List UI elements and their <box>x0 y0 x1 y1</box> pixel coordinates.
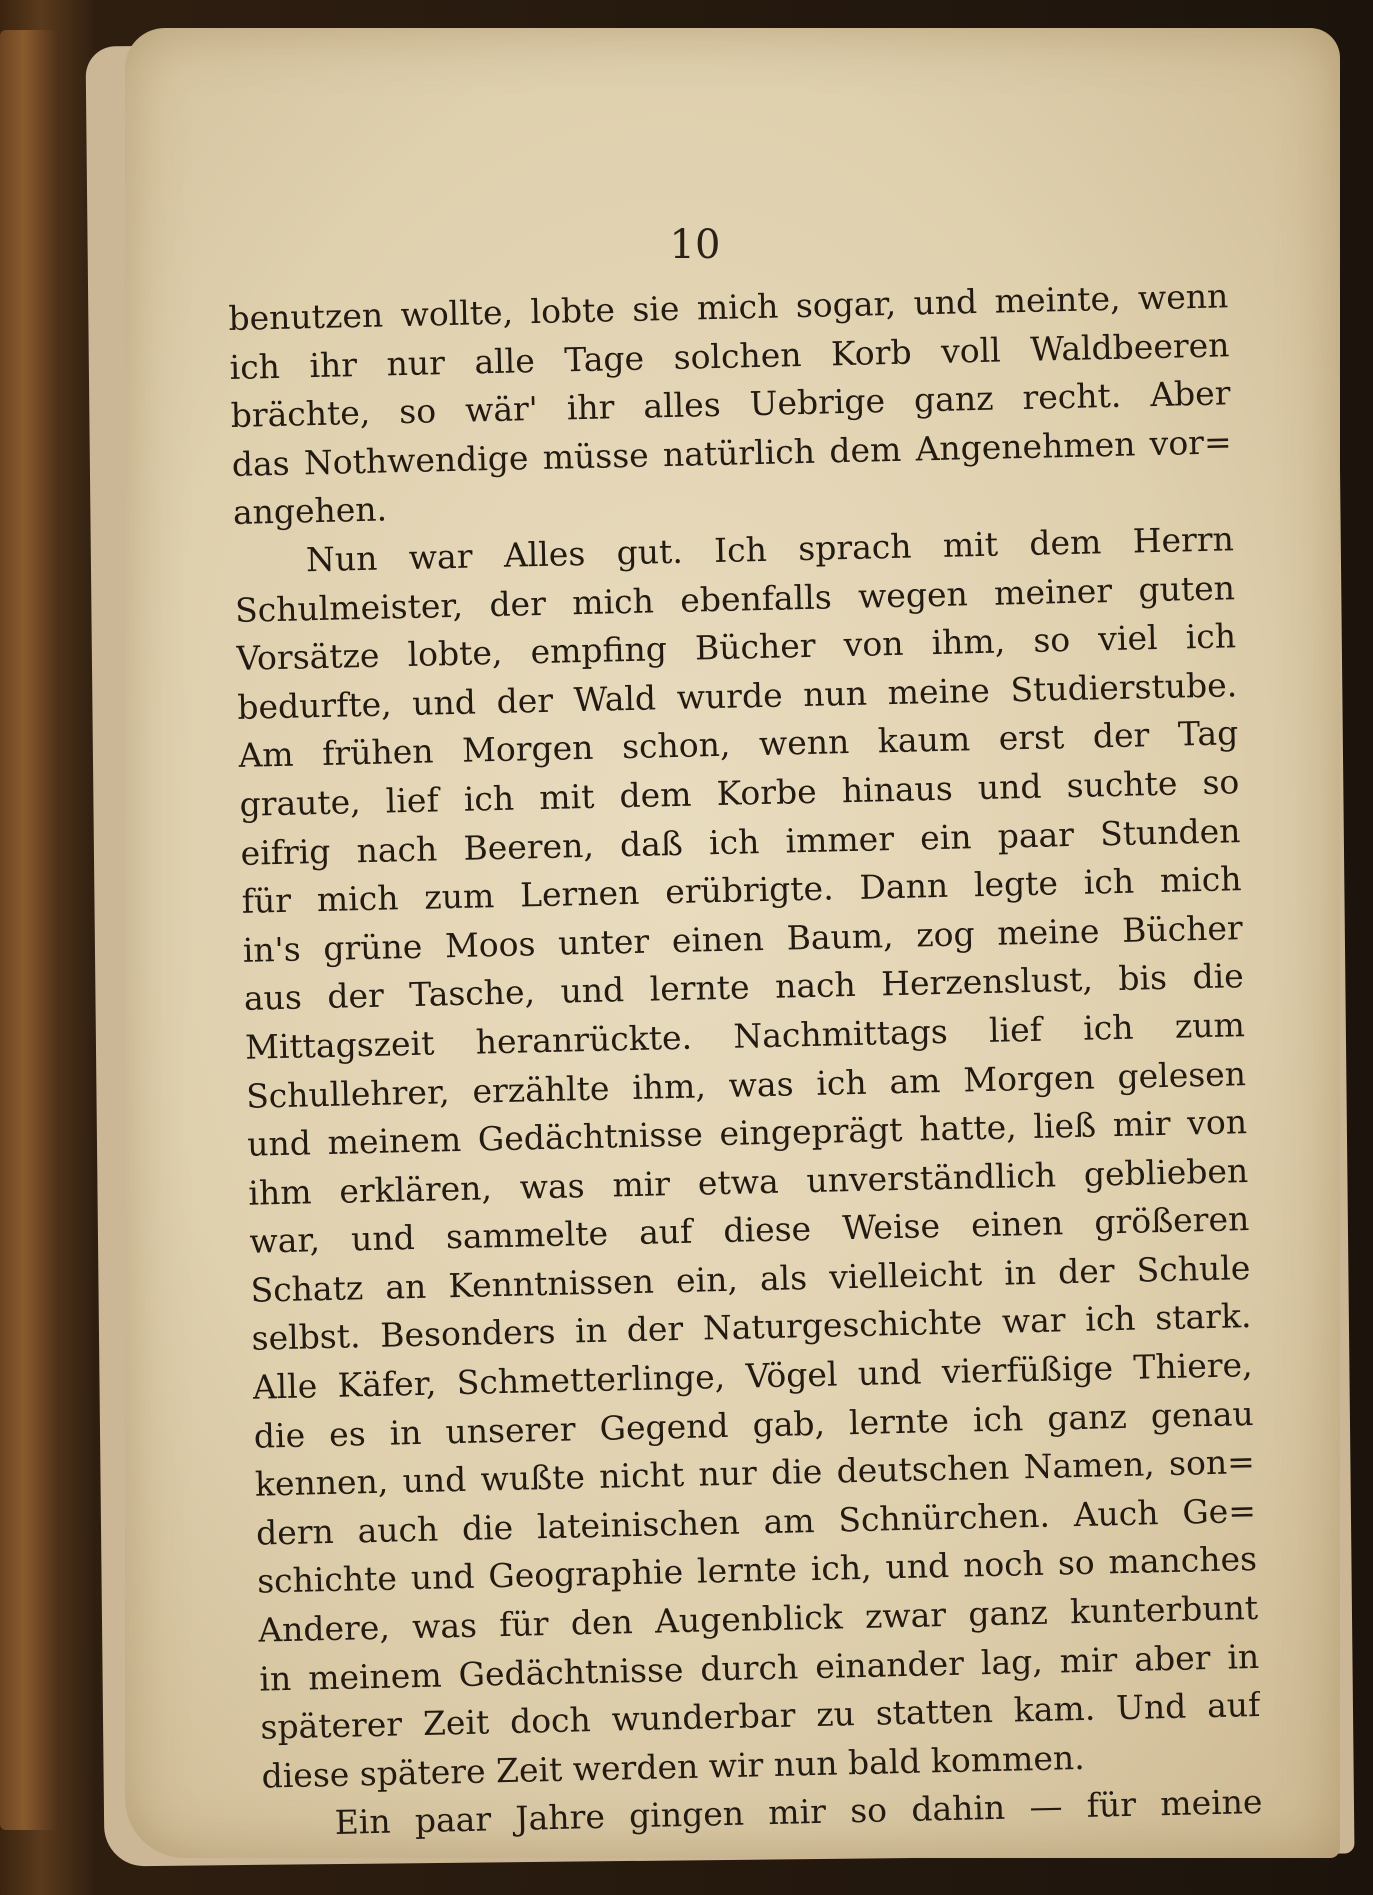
page-number: 10 <box>669 222 721 268</box>
text-line: Mittagszeit heranrückte. Nachmittags lief ich zum <box>244 1005 1246 1067</box>
body-text <box>228 272 1263 1849</box>
text-line: war, und sammelte auf diese Weise einen größeren <box>249 1199 1250 1262</box>
text-line: ich ihr nur alle Tage solchen Korb voll Waldbeeren <box>229 324 1230 387</box>
text-line: aus der Tasche, und lernte nach Herzenslust, bis die <box>243 956 1245 1019</box>
text-line: selbst. Besonders in der Naturgeschichte war ich stark. <box>251 1296 1252 1359</box>
text-line: Andere, was für den Augenblick zwar ganz kunterbunt <box>257 1588 1259 1650</box>
text-line: Vorsätze lobte, empfing Bücher von ihm, so viel ich <box>235 616 1237 679</box>
text-line: dern auch die lateinischen am Schnürchen. Auch Ge= <box>255 1490 1257 1553</box>
text-line: in meinem Gedächtnisse durch einander lag, mir aber in <box>258 1636 1260 1699</box>
text-line: Ein paar Jahre gingen mir so dahin — für meine <box>334 1782 1263 1843</box>
text-line: späterer Zeit doch wunderbar zu statten kam. Und auf <box>260 1685 1261 1747</box>
book-spine <box>0 30 60 1830</box>
text-line: brächte, so wär' ihr alles Uebrige ganz recht. Aber <box>230 373 1231 436</box>
text-line: Schullehrer, erzählte ihm, was ich am Morgen gelesen <box>245 1053 1247 1116</box>
text-line: bedurfte, und der Wald wurde nun meine Studierstube. <box>236 664 1238 727</box>
text-line: eifrig nach Beeren, daß ich immer ein paar Stunden <box>240 810 1241 873</box>
text-line: und meinem Gedächtnisse eingeprägt hatte, ließ mir von <box>246 1102 1248 1164</box>
text-line: schichte und Geographie lernte ich, und noch so manches <box>256 1539 1258 1602</box>
text-line: diese spätere Zeit werden wir nun bald kommen. <box>261 1737 1086 1796</box>
text-line: für mich zum Lernen erübrigte. Dann legte ich mich <box>241 859 1242 921</box>
text-line: das Nothwendige müsse natürlich dem Angenehmen vor= <box>231 422 1233 484</box>
text-line: graute, lief ich mit dem Korbe hinaus und suchte so <box>239 762 1240 824</box>
text-line: Am frühen Morgen schon, wenn kaum erst der Tag <box>238 713 1239 776</box>
text-line: Schatz an Kenntnissen ein, als vielleicht in der Schule <box>250 1247 1251 1310</box>
text-line: die es in unserer Gegend gab, lernte ich ganz genau <box>253 1393 1255 1456</box>
text-line: Nun war Alles gut. Ich sprach mit dem Herrn <box>305 519 1235 580</box>
text-line: Schulmeister, der mich ebenfalls wegen meiner guten <box>234 567 1236 630</box>
text-line: benutzen wollte, lobte sie mich sogar, und meinte, wenn <box>228 276 1229 338</box>
text-line: kennen, und wußte nicht nur die deutschen Namen, son= <box>254 1442 1256 1504</box>
text-line: Alle Käfer, Schmetterlinge, Vögel und vierfüßige Thiere, <box>252 1345 1253 1407</box>
text-line: ihm erklären, was mir etwa unverständlich geblieben <box>247 1150 1249 1213</box>
text-line: in's grüne Moos unter einen Baum, zog meine Bücher <box>242 907 1244 970</box>
text-line: angehen. <box>232 489 388 533</box>
